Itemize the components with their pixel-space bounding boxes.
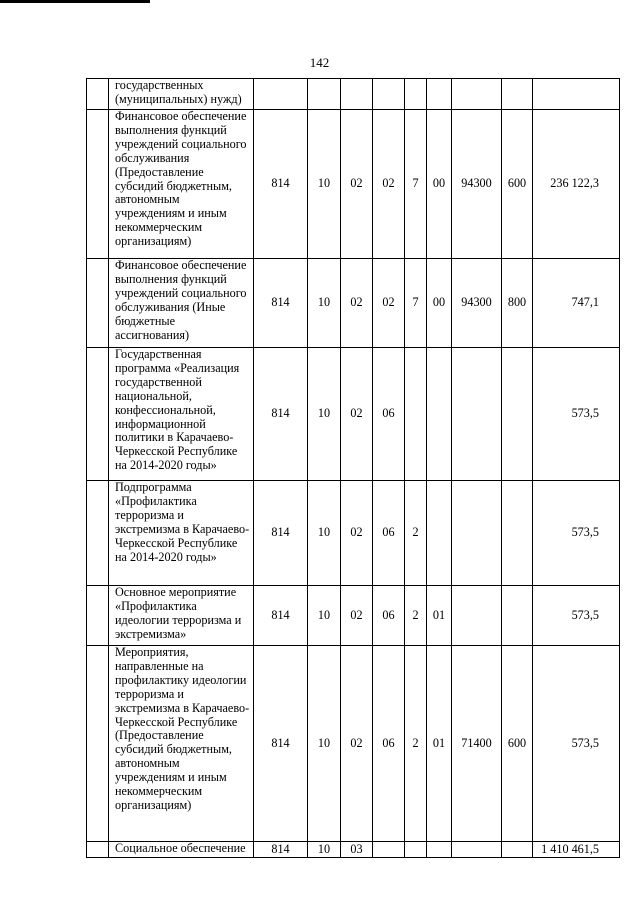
- target-code-4-cell: 94300: [452, 110, 502, 259]
- target-code-2-cell: 7: [405, 259, 427, 348]
- target-code-4-cell: [452, 348, 502, 481]
- target-code-3-cell: [427, 481, 452, 586]
- vedomstvo-cell: 814: [254, 259, 308, 348]
- target-code-4-cell: [452, 842, 502, 858]
- razdel-cell: 10: [308, 481, 341, 586]
- expense-type-cell: 600: [502, 646, 533, 842]
- vedomstvo-cell: 814: [254, 481, 308, 586]
- margin-cell: [87, 79, 109, 110]
- target-code-1-cell: [373, 79, 405, 110]
- page-number: 142: [309, 55, 330, 70]
- table-row: [87, 842, 620, 858]
- amount-cell: 573,5: [533, 586, 620, 646]
- target-code-4-cell: 71400: [452, 646, 502, 842]
- target-code-2-cell: 2: [405, 646, 427, 842]
- target-code-3-cell: [427, 842, 452, 858]
- amount-cell: 573,5: [533, 646, 620, 842]
- expense-type-cell: [502, 586, 533, 646]
- target-code-3-cell: [427, 79, 452, 110]
- target-code-1-cell: 06: [373, 348, 405, 481]
- razdel-cell: 10: [308, 348, 341, 481]
- row-name: Государственная программа «Реализация государственной национальной, конфессиональной, информационной политики в Карачаево-Черкесской Республике на 2014-2020 годы»: [109, 348, 254, 481]
- razdel-cell: 10: [308, 259, 341, 348]
- row-name: Подпрограмма «Профилактика терроризма и экстремизма в Карачаево-Черкесской Республике на 2014-2020 годы»: [109, 481, 254, 586]
- expense-type-cell: [502, 842, 533, 858]
- vedomstvo-cell: 814: [254, 646, 308, 842]
- amount-cell: 747,1: [533, 259, 620, 348]
- table-row: [87, 586, 620, 646]
- vedomstvo-cell: 814: [254, 348, 308, 481]
- target-code-4-cell: 94300: [452, 259, 502, 348]
- expense-type-cell: 600: [502, 110, 533, 259]
- vedomstvo-cell: [254, 79, 308, 110]
- expense-type-cell: [502, 79, 533, 110]
- target-code-1-cell: 06: [373, 586, 405, 646]
- row-name: Социальное обеспечение: [109, 842, 254, 858]
- target-code-3-cell: 00: [427, 259, 452, 348]
- table-row: [87, 79, 620, 110]
- vedomstvo-cell: 814: [254, 110, 308, 259]
- target-code-2-cell: [405, 842, 427, 858]
- amount-cell: 573,5: [533, 348, 620, 481]
- header-rule: [0, 0, 150, 3]
- target-code-3-cell: 01: [427, 646, 452, 842]
- target-code-4-cell: [452, 79, 502, 110]
- table-row: [87, 646, 620, 842]
- target-code-2-cell: 7: [405, 110, 427, 259]
- target-code-3-cell: 01: [427, 586, 452, 646]
- podrazdel-cell: 02: [341, 586, 373, 646]
- podrazdel-cell: [341, 79, 373, 110]
- table-row: [87, 110, 620, 259]
- target-code-2-cell: 2: [405, 586, 427, 646]
- row-name: Финансовое обеспечение выполнения функций учреждений социального обслуживания (Иные бюджетные ассигнования): [109, 259, 254, 348]
- margin-cell: [87, 110, 109, 259]
- margin-cell: [87, 481, 109, 586]
- amount-cell: [533, 79, 620, 110]
- target-code-1-cell: [373, 842, 405, 858]
- target-code-2-cell: [405, 79, 427, 110]
- margin-cell: [87, 259, 109, 348]
- vedomstvo-cell: 814: [254, 586, 308, 646]
- budget-table: [86, 78, 620, 858]
- podrazdel-cell: 02: [341, 348, 373, 481]
- amount-cell: 1 410 461,5: [533, 842, 620, 858]
- row-name: Финансовое обеспечение выполнения функций учреждений социального обслуживания (Предоставление субсидий бюджетным, автономным учреждениям и иным некоммерческим организациям): [109, 110, 254, 259]
- target-code-4-cell: [452, 586, 502, 646]
- podrazdel-cell: 02: [341, 646, 373, 842]
- margin-cell: [87, 842, 109, 858]
- razdel-cell: 10: [308, 586, 341, 646]
- target-code-1-cell: 02: [373, 110, 405, 259]
- table-row: [87, 348, 620, 481]
- razdel-cell: 10: [308, 646, 341, 842]
- amount-cell: 573,5: [533, 481, 620, 586]
- podrazdel-cell: 03: [341, 842, 373, 858]
- expense-type-cell: [502, 348, 533, 481]
- expense-type-cell: [502, 481, 533, 586]
- amount-cell: 236 122,3: [533, 110, 620, 259]
- target-code-1-cell: 06: [373, 481, 405, 586]
- razdel-cell: 10: [308, 842, 341, 858]
- target-code-4-cell: [452, 481, 502, 586]
- expense-type-cell: 800: [502, 259, 533, 348]
- target-code-2-cell: [405, 348, 427, 481]
- margin-cell: [87, 348, 109, 481]
- target-code-3-cell: 00: [427, 110, 452, 259]
- vedomstvo-cell: 814: [254, 842, 308, 858]
- margin-cell: [87, 586, 109, 646]
- podrazdel-cell: 02: [341, 481, 373, 586]
- podrazdel-cell: 02: [341, 259, 373, 348]
- target-code-2-cell: 2: [405, 481, 427, 586]
- table-row: [87, 481, 620, 586]
- podrazdel-cell: 02: [341, 110, 373, 259]
- razdel-cell: 10: [308, 110, 341, 259]
- target-code-3-cell: [427, 348, 452, 481]
- table-row: [87, 259, 620, 348]
- margin-cell: [87, 646, 109, 842]
- row-name: Мероприятия, направленные на профилактику идеологии терроризма и экстремизма в Карачаево-Черкесской Республике (Предоставление субсидий бюджетным, автономным учреждениям и иным некоммерческим организациям): [109, 646, 254, 842]
- razdel-cell: [308, 79, 341, 110]
- target-code-1-cell: 02: [373, 259, 405, 348]
- target-code-1-cell: 06: [373, 646, 405, 842]
- row-name: Основное мероприятие «Профилактика идеологии терроризма и экстремизма»: [109, 586, 254, 646]
- row-name: государственных (муниципальных) нужд): [109, 79, 254, 110]
